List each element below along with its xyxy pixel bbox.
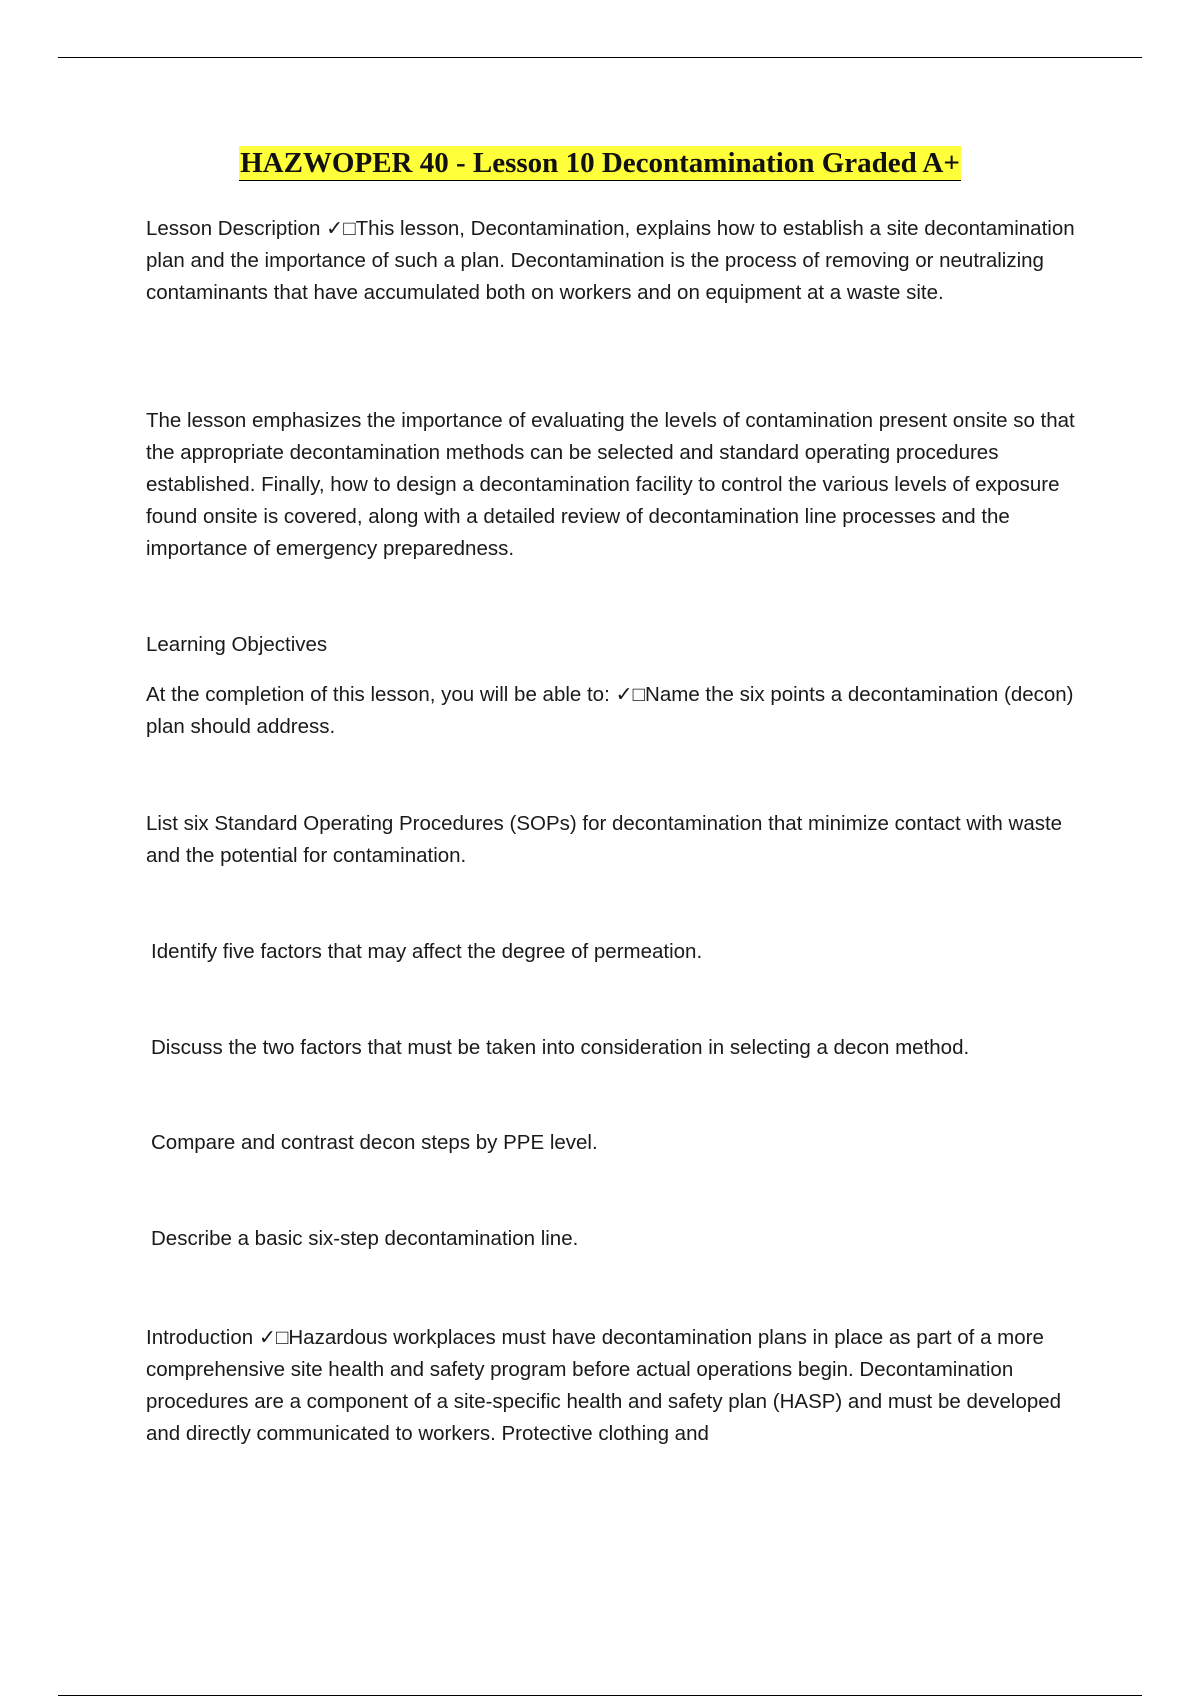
learning-objectives-heading: Learning Objectives — [146, 633, 328, 656]
header-rule — [58, 57, 1142, 58]
introduction-paragraph: Introduction ✓□Hazardous workplaces must have decontamination plans in place as part of a more comprehensive site health and safety program before actual operations begin. Decontamination procedures are a component of a site-specific health and safety plan (HASP) and must be developed and directly communicated to workers. Protective clothing and — [146, 1326, 1062, 1445]
emphasis-paragraph: The lesson emphasizes the importance of evaluating the levels of contamination present onsite so that the appropriate decontamination methods can be selected and standard operating procedures established. Finally, how to design a decontamination facility to control the various levels of exposure found onsite is covered, along with a detailed review of decontamination line processes and the importance of emergency preparedness. — [146, 409, 1075, 560]
objective-describe: Describe a basic six-step decontamination line. — [151, 1227, 579, 1250]
title-container — [0, 146, 1200, 181]
lesson-description-paragraph: Lesson Description ✓□This lesson, Decontamination, explains how to establish a site decontamination plan and the importance of such a plan. Decontamination is the process of removing or neutralizing contaminants that have accumulated both on workers and on equipment at a waste site. — [146, 217, 1075, 304]
objective-identify: Identify five factors that may affect the degree of permeation. — [151, 940, 703, 963]
objective-sops: List six Standard Operating Procedures (SOPs) for decontamination that minimize contact with waste and the potential for contamination. — [146, 812, 1063, 867]
document-title: HAZWOPER 40 - Lesson 10 Decontamination Graded A+ — [240, 147, 960, 179]
completion-paragraph: At the completion of this lesson, you will be able to: ✓□Name the six points a decontamination (decon) plan should address. — [146, 683, 1074, 738]
objective-discuss: Discuss the two factors that must be taken into consideration in selecting a decon method. — [151, 1036, 970, 1059]
objective-compare: Compare and contrast decon steps by PPE level. — [151, 1131, 598, 1154]
footer-rule — [58, 1695, 1142, 1696]
